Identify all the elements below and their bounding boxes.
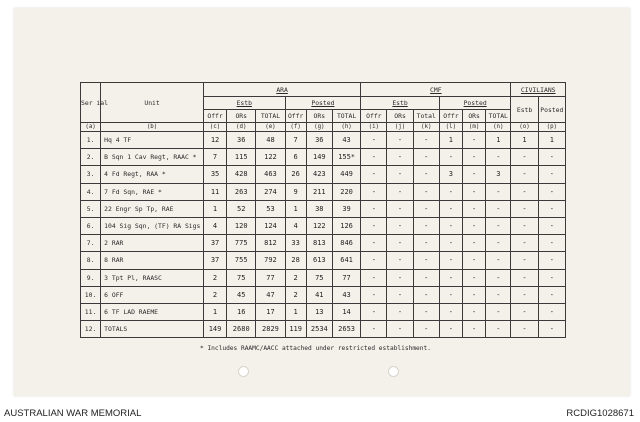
column-letter: (e) bbox=[256, 123, 285, 132]
value-cell: - bbox=[361, 235, 387, 252]
value-cell: - bbox=[463, 303, 486, 320]
column-letter: (n) bbox=[486, 123, 511, 132]
value-cell: 122 bbox=[306, 217, 332, 234]
header-offr: Offr bbox=[361, 110, 387, 123]
value-cell: - bbox=[413, 132, 439, 149]
value-cell: 775 bbox=[227, 235, 256, 252]
value-cell: 613 bbox=[306, 252, 332, 269]
value-cell: 4 bbox=[203, 217, 226, 234]
serial-cell: 12. bbox=[81, 321, 101, 338]
value-cell: - bbox=[538, 149, 565, 166]
value-cell: - bbox=[439, 149, 462, 166]
value-cell: 45 bbox=[227, 286, 256, 303]
value-cell: - bbox=[538, 166, 565, 183]
value-cell: - bbox=[361, 252, 387, 269]
value-cell: - bbox=[511, 269, 538, 286]
strength-table-wrap bbox=[80, 82, 566, 338]
value-cell: - bbox=[361, 217, 387, 234]
value-cell: 463 bbox=[256, 166, 285, 183]
value-cell: - bbox=[387, 149, 413, 166]
header-total: TOTAL bbox=[486, 110, 511, 123]
value-cell: - bbox=[538, 252, 565, 269]
column-letter: (p) bbox=[538, 123, 565, 132]
column-letter: (i) bbox=[361, 123, 387, 132]
column-letter: (c) bbox=[203, 123, 226, 132]
header-offr: Offr bbox=[203, 110, 226, 123]
value-cell: 813 bbox=[306, 235, 332, 252]
value-cell: 17 bbox=[256, 303, 285, 320]
value-cell: - bbox=[486, 269, 511, 286]
table-row bbox=[81, 303, 566, 320]
value-cell: 37 bbox=[203, 235, 226, 252]
value-cell: - bbox=[413, 252, 439, 269]
header-ara-posted: Posted bbox=[285, 97, 361, 110]
header-cmf-estb: Estb bbox=[361, 97, 440, 110]
value-cell: 149 bbox=[203, 321, 226, 338]
value-cell: 124 bbox=[256, 217, 285, 234]
column-letter: (b) bbox=[101, 123, 204, 132]
column-letter: (d) bbox=[227, 123, 256, 132]
value-cell: - bbox=[511, 200, 538, 217]
header-unit: Unit bbox=[101, 83, 204, 123]
value-cell: 155* bbox=[332, 149, 360, 166]
value-cell: - bbox=[538, 286, 565, 303]
value-cell: 9 bbox=[285, 183, 306, 200]
value-cell: 52 bbox=[227, 200, 256, 217]
value-cell: - bbox=[486, 303, 511, 320]
value-cell: - bbox=[361, 149, 387, 166]
unit-cell: 6 TF LAD RAEME bbox=[101, 303, 204, 320]
serial-cell: 1. bbox=[81, 132, 101, 149]
header-ara: ARA bbox=[203, 83, 360, 97]
value-cell: - bbox=[361, 286, 387, 303]
value-cell: - bbox=[361, 303, 387, 320]
table-body bbox=[81, 132, 566, 338]
table-row bbox=[81, 132, 566, 149]
serial-cell: 8. bbox=[81, 252, 101, 269]
value-cell: - bbox=[439, 269, 462, 286]
value-cell: - bbox=[538, 269, 565, 286]
value-cell: 792 bbox=[256, 252, 285, 269]
value-cell: 41 bbox=[306, 286, 332, 303]
value-cell: - bbox=[413, 217, 439, 234]
value-cell: - bbox=[511, 286, 538, 303]
value-cell: - bbox=[463, 166, 486, 183]
value-cell: - bbox=[387, 286, 413, 303]
serial-cell: 11. bbox=[81, 303, 101, 320]
column-letter: (o) bbox=[511, 123, 538, 132]
value-cell: - bbox=[463, 183, 486, 200]
value-cell: 211 bbox=[306, 183, 332, 200]
serial-cell: 5. bbox=[81, 200, 101, 217]
serial-cell: 9. bbox=[81, 269, 101, 286]
value-cell: - bbox=[413, 269, 439, 286]
value-cell: 6 bbox=[285, 149, 306, 166]
unit-cell: 8 RAR bbox=[101, 252, 204, 269]
table-row bbox=[81, 321, 566, 338]
table-row bbox=[81, 200, 566, 217]
value-cell: 119 bbox=[285, 321, 306, 338]
value-cell: - bbox=[413, 235, 439, 252]
value-cell: 115 bbox=[227, 149, 256, 166]
header-ors: ORs bbox=[387, 110, 413, 123]
header-cmf-posted: Posted bbox=[439, 97, 511, 110]
value-cell: - bbox=[511, 252, 538, 269]
value-cell: 7 bbox=[203, 149, 226, 166]
value-cell: 1 bbox=[203, 200, 226, 217]
value-cell: - bbox=[387, 269, 413, 286]
value-cell: 77 bbox=[332, 269, 360, 286]
value-cell: - bbox=[387, 252, 413, 269]
value-cell: - bbox=[387, 166, 413, 183]
value-cell: 2 bbox=[203, 269, 226, 286]
value-cell: 122 bbox=[256, 149, 285, 166]
header-civ-posted: Posted bbox=[538, 97, 565, 123]
value-cell: - bbox=[463, 286, 486, 303]
table-row bbox=[81, 235, 566, 252]
column-letter: (g) bbox=[306, 123, 332, 132]
serial-cell: 4. bbox=[81, 183, 101, 200]
serial-cell: 6. bbox=[81, 217, 101, 234]
value-cell: - bbox=[538, 217, 565, 234]
column-letter: (k) bbox=[413, 123, 439, 132]
value-cell: 48 bbox=[256, 132, 285, 149]
value-cell: 43 bbox=[332, 286, 360, 303]
table-row bbox=[81, 252, 566, 269]
header-total: TOTAL bbox=[332, 110, 360, 123]
value-cell: 14 bbox=[332, 303, 360, 320]
column-letter: (h) bbox=[332, 123, 360, 132]
value-cell: - bbox=[486, 321, 511, 338]
value-cell: - bbox=[486, 183, 511, 200]
table-row bbox=[81, 217, 566, 234]
header-total: TOTAL bbox=[256, 110, 285, 123]
value-cell: 2 bbox=[285, 269, 306, 286]
footnote: * Includes RAAMC/AACC attached under restricted establishment. bbox=[200, 345, 431, 352]
value-cell: - bbox=[511, 321, 538, 338]
value-cell: - bbox=[511, 303, 538, 320]
value-cell: - bbox=[361, 132, 387, 149]
value-cell: 39 bbox=[332, 200, 360, 217]
serial-cell: 3. bbox=[81, 166, 101, 183]
value-cell: - bbox=[439, 252, 462, 269]
value-cell: - bbox=[361, 321, 387, 338]
value-cell: 35 bbox=[203, 166, 226, 183]
header-total: Total bbox=[413, 110, 439, 123]
value-cell: 263 bbox=[227, 183, 256, 200]
value-cell: - bbox=[439, 183, 462, 200]
header-offr: Offr bbox=[285, 110, 306, 123]
value-cell: - bbox=[439, 235, 462, 252]
table-row bbox=[81, 149, 566, 166]
value-cell: 812 bbox=[256, 235, 285, 252]
value-cell: 2653 bbox=[332, 321, 360, 338]
column-letter: (l) bbox=[439, 123, 462, 132]
value-cell: - bbox=[486, 200, 511, 217]
value-cell: - bbox=[463, 132, 486, 149]
value-cell: 2 bbox=[203, 286, 226, 303]
value-cell: 1 bbox=[439, 132, 462, 149]
value-cell: - bbox=[511, 183, 538, 200]
table-row bbox=[81, 166, 566, 183]
value-cell: 47 bbox=[256, 286, 285, 303]
value-cell: 26 bbox=[285, 166, 306, 183]
archive-caption: AUSTRALIAN WAR MEMORIAL bbox=[4, 408, 142, 419]
value-cell: 126 bbox=[332, 217, 360, 234]
value-cell: - bbox=[511, 235, 538, 252]
value-cell: - bbox=[439, 286, 462, 303]
value-cell: 428 bbox=[227, 166, 256, 183]
value-cell: - bbox=[361, 166, 387, 183]
value-cell: 77 bbox=[256, 269, 285, 286]
value-cell: 43 bbox=[332, 132, 360, 149]
value-cell: - bbox=[387, 200, 413, 217]
value-cell: - bbox=[511, 166, 538, 183]
value-cell: - bbox=[413, 166, 439, 183]
value-cell: - bbox=[538, 183, 565, 200]
value-cell: - bbox=[413, 200, 439, 217]
header-serial: Ser ial bbox=[81, 83, 101, 123]
value-cell: - bbox=[361, 200, 387, 217]
unit-cell: 2 RAR bbox=[101, 235, 204, 252]
value-cell: 13 bbox=[306, 303, 332, 320]
column-letter: (j) bbox=[387, 123, 413, 132]
value-cell: 36 bbox=[306, 132, 332, 149]
unit-cell: 3 Tpt Pl, RAASC bbox=[101, 269, 204, 286]
value-cell: - bbox=[463, 200, 486, 217]
value-cell: 1 bbox=[486, 132, 511, 149]
header-ors: ORs bbox=[227, 110, 256, 123]
value-cell: - bbox=[387, 132, 413, 149]
unit-cell: TOTALS bbox=[101, 321, 204, 338]
value-cell: 53 bbox=[256, 200, 285, 217]
value-cell: 1 bbox=[285, 303, 306, 320]
value-cell: - bbox=[387, 183, 413, 200]
value-cell: - bbox=[463, 252, 486, 269]
punch-hole bbox=[238, 366, 249, 377]
header-ors: ORs bbox=[463, 110, 486, 123]
value-cell: 120 bbox=[227, 217, 256, 234]
value-cell: - bbox=[486, 217, 511, 234]
value-cell: - bbox=[486, 252, 511, 269]
value-cell: 33 bbox=[285, 235, 306, 252]
value-cell: - bbox=[463, 217, 486, 234]
value-cell: - bbox=[511, 149, 538, 166]
punch-hole bbox=[388, 366, 399, 377]
value-cell: 220 bbox=[332, 183, 360, 200]
value-cell: - bbox=[538, 303, 565, 320]
serial-cell: 7. bbox=[81, 235, 101, 252]
value-cell: 2680 bbox=[227, 321, 256, 338]
value-cell: 1 bbox=[511, 132, 538, 149]
header-cmf: CMF bbox=[361, 83, 511, 97]
strength-table bbox=[80, 82, 566, 338]
value-cell: 2534 bbox=[306, 321, 332, 338]
header-ara-estb: Estb bbox=[203, 97, 285, 110]
value-cell: - bbox=[439, 217, 462, 234]
header-ors: ORs bbox=[306, 110, 332, 123]
value-cell: - bbox=[439, 200, 462, 217]
column-letter: (a) bbox=[81, 123, 101, 132]
value-cell: 38 bbox=[306, 200, 332, 217]
value-cell: 2 bbox=[285, 286, 306, 303]
value-cell: - bbox=[413, 303, 439, 320]
value-cell: - bbox=[463, 321, 486, 338]
column-letter: (m) bbox=[463, 123, 486, 132]
unit-cell: 22 Engr Sp Tp, RAE bbox=[101, 200, 204, 217]
unit-cell: 4 Fd Regt, RAA * bbox=[101, 166, 204, 183]
value-cell: - bbox=[463, 149, 486, 166]
header-civ-estb: Estb bbox=[511, 97, 538, 123]
value-cell: 755 bbox=[227, 252, 256, 269]
value-cell: - bbox=[511, 217, 538, 234]
column-letter: (f) bbox=[285, 123, 306, 132]
value-cell: 4 bbox=[285, 217, 306, 234]
value-cell: 1 bbox=[538, 132, 565, 149]
value-cell: - bbox=[486, 149, 511, 166]
value-cell: - bbox=[439, 321, 462, 338]
value-cell: 3 bbox=[486, 166, 511, 183]
value-cell: - bbox=[387, 217, 413, 234]
archive-reference: RCDIG1028671 bbox=[566, 408, 634, 419]
header-civilians: CIVILIANS bbox=[511, 83, 566, 97]
value-cell: - bbox=[538, 200, 565, 217]
value-cell: 423 bbox=[306, 166, 332, 183]
table-row bbox=[81, 269, 566, 286]
unit-cell: 6 OFF bbox=[101, 286, 204, 303]
value-cell: 75 bbox=[306, 269, 332, 286]
value-cell: 2829 bbox=[256, 321, 285, 338]
unit-cell: 104 Sig Sqn, (TF) RA Sigs bbox=[101, 217, 204, 234]
value-cell: 274 bbox=[256, 183, 285, 200]
unit-cell: 7 Fd Sqn, RAE * bbox=[101, 183, 204, 200]
serial-cell: 10. bbox=[81, 286, 101, 303]
value-cell: 1 bbox=[285, 200, 306, 217]
value-cell: 75 bbox=[227, 269, 256, 286]
serial-cell: 2. bbox=[81, 149, 101, 166]
value-cell: 37 bbox=[203, 252, 226, 269]
value-cell: 846 bbox=[332, 235, 360, 252]
value-cell: - bbox=[361, 269, 387, 286]
value-cell: 7 bbox=[285, 132, 306, 149]
value-cell: 16 bbox=[227, 303, 256, 320]
value-cell: 3 bbox=[439, 166, 462, 183]
value-cell: 149 bbox=[306, 149, 332, 166]
value-cell: - bbox=[463, 269, 486, 286]
value-cell: 641 bbox=[332, 252, 360, 269]
header-offr: Offr bbox=[439, 110, 462, 123]
unit-cell: B Sqn 1 Cav Regt, RAAC * bbox=[101, 149, 204, 166]
value-cell: - bbox=[413, 149, 439, 166]
value-cell: 12 bbox=[203, 132, 226, 149]
value-cell: - bbox=[538, 235, 565, 252]
value-cell: 1 bbox=[203, 303, 226, 320]
value-cell: - bbox=[413, 183, 439, 200]
table-row bbox=[81, 183, 566, 200]
value-cell: - bbox=[538, 321, 565, 338]
value-cell: - bbox=[413, 286, 439, 303]
value-cell: 36 bbox=[227, 132, 256, 149]
value-cell: - bbox=[387, 235, 413, 252]
column-letter-row bbox=[81, 123, 566, 132]
unit-cell: Hq 4 TF bbox=[101, 132, 204, 149]
value-cell: 28 bbox=[285, 252, 306, 269]
value-cell: - bbox=[387, 303, 413, 320]
value-cell: - bbox=[439, 303, 462, 320]
value-cell: - bbox=[463, 235, 486, 252]
value-cell: - bbox=[486, 235, 511, 252]
value-cell: - bbox=[361, 183, 387, 200]
table-row bbox=[81, 286, 566, 303]
value-cell: - bbox=[413, 321, 439, 338]
value-cell: 11 bbox=[203, 183, 226, 200]
value-cell: - bbox=[387, 321, 413, 338]
value-cell: 449 bbox=[332, 166, 360, 183]
value-cell: - bbox=[486, 286, 511, 303]
